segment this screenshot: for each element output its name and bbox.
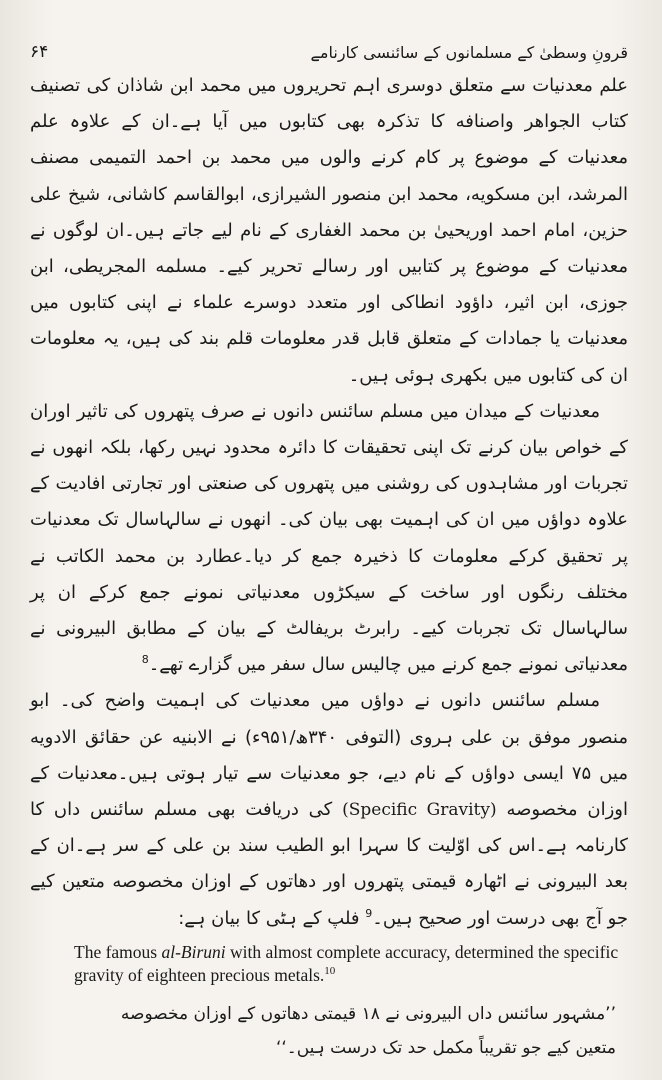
page-number: ۶۴ (30, 42, 49, 62)
english-quote-pre: The famous (74, 941, 162, 962)
footnote-ref-9: 9 (365, 906, 373, 920)
english-quote (74, 941, 622, 987)
english-quote-name: al-Biruni (161, 941, 226, 962)
footnote-ref-10: 10 (324, 965, 336, 978)
paragraph-2-text: معدنیات کے میدان میں مسلم سائنس دانوں نے صرف پتھروں کی تاثیر اوران کے خواص بیان کرنے تک اپنی تحقیقات کا دائرہ محدود نہیں رکھا، بلکہ انھوں نے تجربات اور مشاہدوں کی روشنی میں پتھروں کی صنعتی اور تجارتی افادیت کے علاوہ دواؤں میں ان کی اہمیت بھی بیان کی۔ انھوں نے سالہاسال تک معدنیات پر تحقیق کرکے معلومات کا ذخیرہ جمع کر دیا۔عطارد بن محمد الکاتب نے مختلف رنگوں اور ساخت کے سیکڑوں معدنیاتی نمونے جمع کرکے ان پر سالہاسال تک تجربات کیے۔ رابرٹ بریفالٹ کے بیان کے مطابق البیرونی نے معدنیاتی نمونے جمع کرنے میں چالیس سال سفر میں گزارے تھے۔ (30, 400, 628, 676)
paragraph-3-text-c: فلپ کے ہٹی کا بیان ہے: (178, 907, 360, 929)
running-title: قرونِ وسطیٰ کے مسلمانوں کے سائنسی کارنامے (310, 43, 628, 62)
english-quote-post: with almost complete accuracy, determined the specific gravity of eighteen precious metals. (74, 941, 619, 985)
paragraph-3-text-a: مسلم سائنس دانوں نے دواؤں میں معدنیات کی اہمیت واضح کی۔ ابو منصور موفق بن علی ہروی (التوفی ۳۴۰ھ/۹۵۱ء) نے الابنیه عن حقائق الادویه میں ۷۵ ایسی دواؤں کے نام دیے، جو معدنیات سے تیار ہوتی ہیں۔معدنیات کے اوزان مخصوصه (30, 690, 629, 821)
footnote-ref-8: 8 (141, 653, 149, 667)
paragraph-1-text: علم معدنیات سے متعلق دوسری اہم تحریروں میں محمد ابن شاذان کی تصنیف کتاب الجواهر واصنافه کا تذکرہ بھی کتابوں میں آیا ہے۔ان کے علاوہ علم معدنیات کے موضوع پر کام کرنے والوں میں محمد بن احمد التمیمی مصنف المرشد، ابن مسکویه، محمد ابن منصور الشیرازی، ابوالقاسم کاشانی، شیخ علی حزین، امام احمد اوریحییٰ بن محمد الغفاری کے نام لیے جاتے ہیں۔ان لوگوں نے معدنیات کے موضوع پر کتابیں اور رسالے تحریر کیے۔ مسلمه المجریطی، ابن جوزی، ابن اثیر، داؤود انطاکی اور متعدد دوسرے علماء نے اپنی کتابوں میں معدنیات یا جمادات کے متعلق قابل قدر معلومات قلم بند کی ہیں، یہ معلومات ان کی کتابوں میں بکھری ہوئی ہیں۔ (30, 75, 628, 386)
running-header (30, 22, 628, 62)
paragraph-3 (30, 683, 628, 936)
specific-gravity-term: (Specific Gravity) (342, 800, 497, 821)
paragraph-1 (30, 68, 628, 394)
paragraph-2 (30, 394, 628, 684)
urdu-translation-quote: ’’مشہور سائنس داں البیرونی نے ۱۸ قیمتی دھاتوں کے اوزان مخصوصه متعین کیے جو تقریباً مکمل حد تک درست ہیں۔‘‘ (120, 1003, 616, 1058)
body-text (30, 68, 628, 937)
paragraph-3-text-b: کی دریافت بھی مسلم سائنس داں کا کارنامہ ہے۔اس کی اوّلیت کا سہرا ابو الطیب سند بن علی کے سر ہے۔ان کے بعد البیرونی نے اٹھارہ قیمتی پتھروں اور دھاتوں کے اوزان مخصوصه متعین کیے جو آج بھی درست اور صحیح ہیں۔ (30, 799, 628, 929)
